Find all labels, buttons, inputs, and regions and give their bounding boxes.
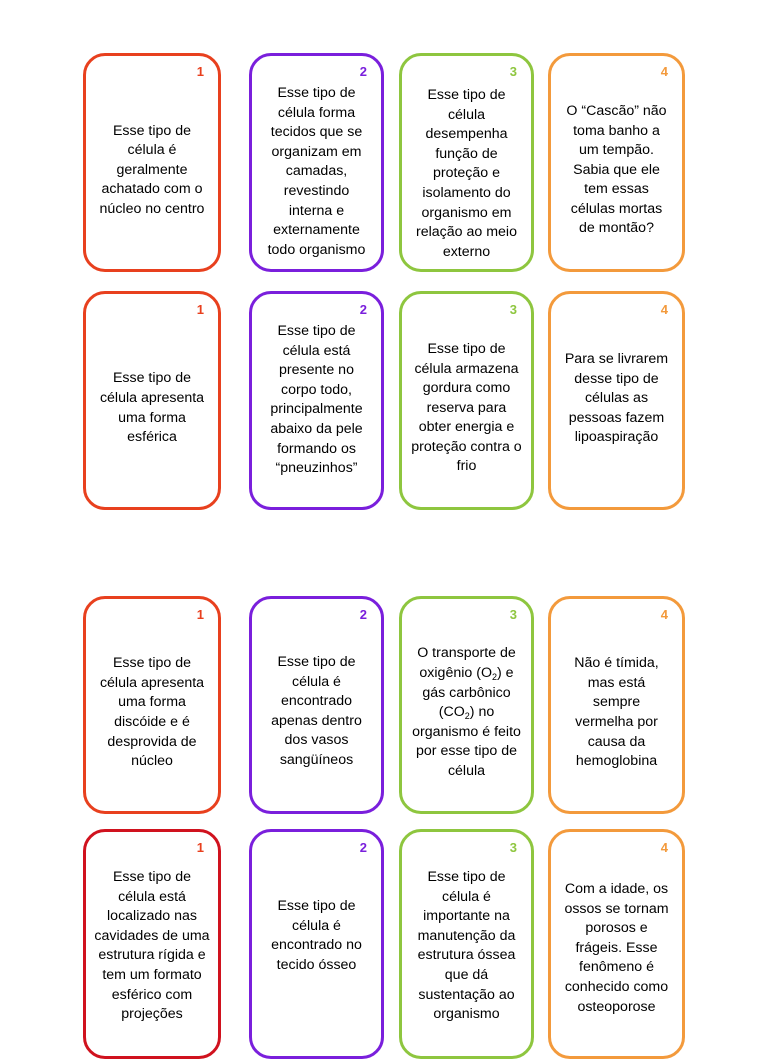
card-row4-3 — [399, 829, 534, 1059]
card-text: Esse tipo de célula desempenha função de proteção e isolamento do organismo em relação ao meio externo — [416, 87, 517, 260]
card-row2-1 — [83, 291, 221, 510]
card-text-part: O transporte de oxigênio (O — [417, 645, 516, 682]
card-text-part: ) no organismo é feito por esse tipo de célula — [412, 704, 521, 779]
card-row3-2 — [249, 596, 384, 814]
card-number: 3 — [509, 840, 517, 855]
card-text: Esse tipo de célula é geralmente achatado com o núcleo no centro — [99, 122, 205, 217]
card-number: 2 — [359, 607, 367, 622]
card-text: Esse tipo de célula forma tecidos que se organizam em camadas, revestindo interna e externamente todo organismo — [267, 85, 366, 258]
card-row2-3 — [399, 291, 534, 510]
subscript: 2 — [464, 711, 470, 722]
card-text: Esse tipo de célula armazena gordura como reserva para obter energia e proteção contra o frio — [411, 340, 522, 475]
card-row3-1 — [83, 596, 221, 814]
card-number: 2 — [359, 302, 367, 317]
card-row4-1 — [83, 829, 221, 1059]
card-number: 4 — [660, 64, 668, 79]
card-number: 4 — [660, 840, 668, 855]
card-row3-4 — [548, 596, 685, 814]
card-number: 1 — [196, 607, 204, 622]
card-text: Esse tipo de célula apresenta uma forma esférica — [99, 370, 205, 446]
card-text: Esse tipo de célula é encontrado apenas dentro dos vasos sangüíneos — [271, 654, 362, 768]
card-row1-2 — [249, 53, 384, 272]
card-row1-4 — [548, 53, 685, 272]
card-row1-3 — [399, 53, 534, 272]
card-row2-2 — [249, 291, 384, 510]
card-number: 3 — [509, 607, 517, 622]
card-number: 3 — [509, 302, 517, 317]
card-number: 1 — [196, 302, 204, 317]
card-number: 2 — [359, 64, 367, 79]
card-number: 3 — [509, 64, 517, 79]
card-number: 4 — [660, 607, 668, 622]
card-text: Esse tipo de célula apresenta uma forma discóide e é desprovida de núcleo — [99, 655, 205, 770]
card-text: Esse tipo de célula é importante na manutenção da estrutura óssea que dá sustentação ao organismo — [417, 869, 516, 1023]
card-row3-3 — [399, 596, 534, 814]
card-text-part: ) e gás carbônico (CO — [422, 665, 514, 721]
card-number: 1 — [196, 64, 204, 79]
card-text: Não é tímida, mas está sempre vermelha por causa da hemoglobina — [574, 655, 659, 770]
card-row2-4 — [548, 291, 685, 510]
card-text: Esse tipo de célula é encontrado no tecido ósseo — [271, 898, 362, 973]
card-number: 4 — [660, 302, 668, 317]
card-row4-2 — [249, 829, 384, 1059]
card-text: Esse tipo de célula está localizado nas cavidades de uma estrutura rígida e tem um formato esférico com projeções — [94, 869, 210, 1023]
card-number: 1 — [196, 840, 204, 855]
card-text — [411, 644, 523, 781]
card-text: O “Cascão” não toma banho a um tempão. Sabia que ele tem essas células mortas de montão? — [566, 102, 667, 237]
card-text: Para se livrarem desse tipo de células as pessoas fazem lipoaspiração — [564, 351, 669, 446]
card-number: 2 — [359, 840, 367, 855]
card-row1-1 — [83, 53, 221, 272]
card-text: Esse tipo de célula está presente no corpo todo, principalmente abaixo da pele formando os “pneuzinhos” — [270, 323, 363, 477]
card-row4-4 — [548, 829, 685, 1059]
subscript: 2 — [491, 672, 497, 683]
card-text: Com a idade, os ossos se tornam porosos e frágeis. Esse fenômeno é conhecido como osteoporose — [564, 881, 669, 1015]
